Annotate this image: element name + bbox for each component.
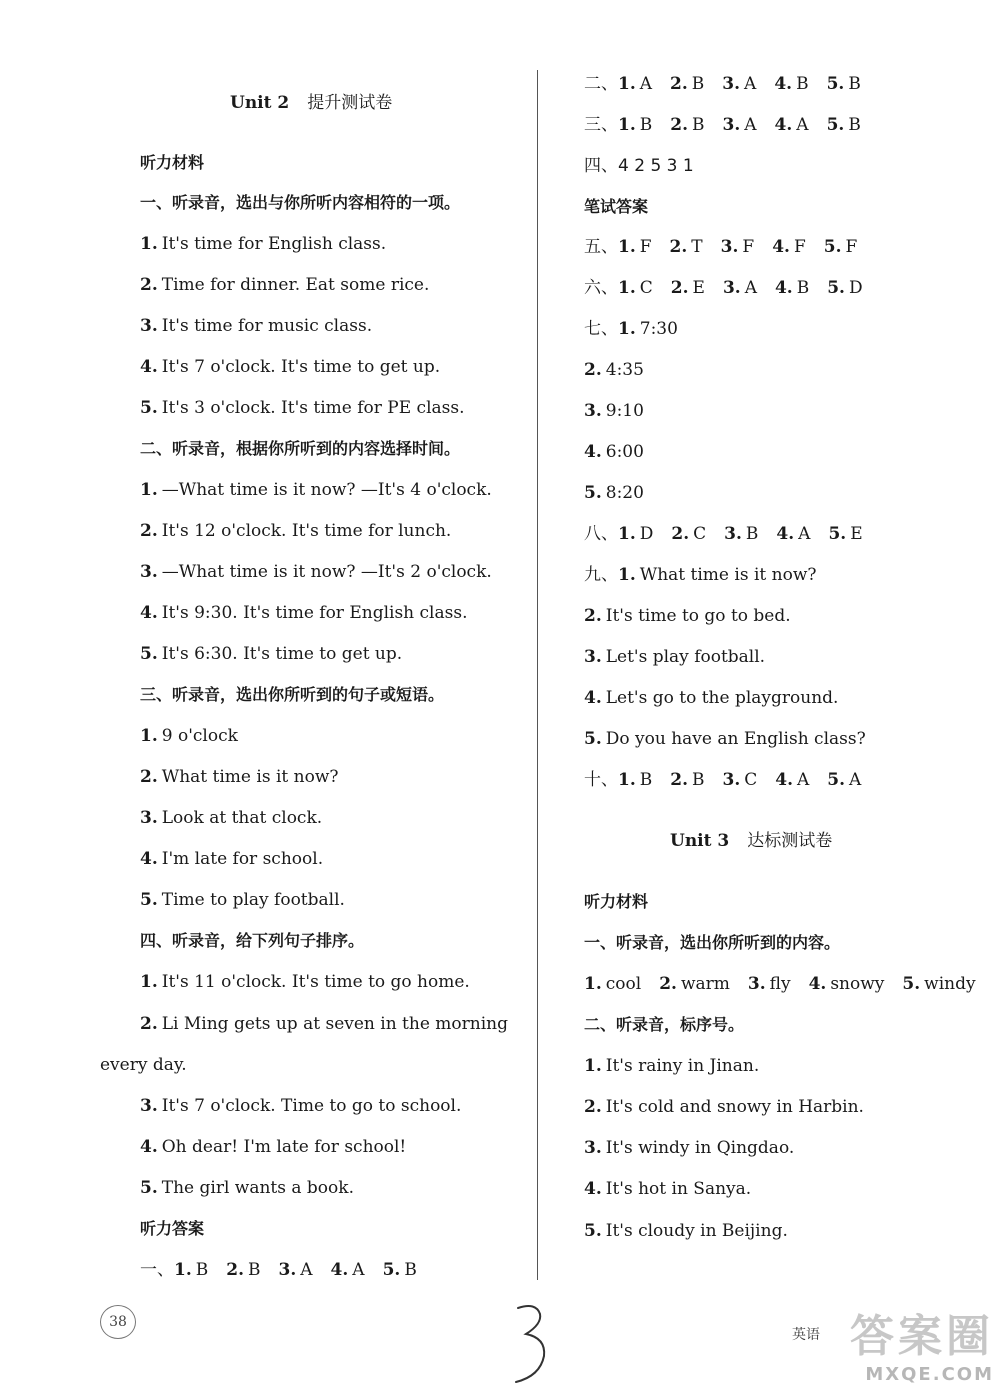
answer-row-3: 三、1. B 2. B 3. A 4. A 5. B: [584, 115, 861, 135]
unit3-listening-heading: 听力材料: [584, 892, 649, 911]
unit3-section1-heading: 一、听录音，选出你所听到的内容。: [584, 933, 841, 952]
answer-row-7-2: 2. 4:35: [584, 360, 644, 380]
list-item-continuation: every day.: [100, 1055, 187, 1075]
answer-row-8: 八、1. D 2. C 3. B 4. A 5. E: [584, 524, 863, 544]
written-answer-heading: 笔试答案: [584, 197, 649, 216]
answer-row-5: 五、1. F 2. T 3. F 4. F 5. F: [584, 237, 858, 257]
list-item: 1. It's time for English class.: [140, 234, 387, 254]
list-item: 4. I'm late for school.: [140, 849, 324, 869]
section4-heading: 四、听录音，给下列句子排序。: [140, 931, 365, 950]
list-item: 5. It's cloudy in Beijing.: [584, 1221, 788, 1241]
list-item: 3. It's 7 o'clock. Time to go to school.: [140, 1096, 462, 1116]
list-item: 5. It's 6:30. It's time to get up.: [140, 644, 403, 664]
answer-row-9-2: 2. It's time to go to bed.: [584, 606, 791, 626]
unit2-title: Unit 2 提升测试卷: [230, 93, 393, 113]
handwritten-mark: [510, 1300, 554, 1390]
list-item: 1. —What time is it now? —It's 4 o'clock.: [140, 480, 492, 500]
list-item: 2. It's cold and snowy in Harbin.: [584, 1097, 864, 1117]
watermark-url: MXQE.COM: [865, 1364, 994, 1385]
list-item: 2. Time for dinner. Eat some rice.: [140, 275, 430, 295]
answer-row-1: 一、1. B 2. B 3. A 4. A 5. B: [140, 1260, 417, 1280]
section1-heading: 一、听录音，选出与你所听内容相符的一项。: [140, 193, 461, 212]
watermark: [792, 1300, 994, 1385]
list-item: 2. It's 12 o'clock. It's time for lunch.: [140, 521, 452, 541]
list-item: 5. The girl wants a book.: [140, 1178, 354, 1198]
answer-row-2: 二、1. A 2. B 3. A 4. B 5. B: [584, 74, 861, 94]
list-item: 2. What time is it now?: [140, 767, 339, 787]
list-item: 4. Oh dear! I'm late for school!: [140, 1137, 407, 1157]
section3-heading: 三、听录音，选出你所听到的句子或短语。: [140, 685, 445, 704]
list-item: 2. Li Ming gets up at seven in the morning: [140, 1014, 509, 1034]
list-item: 3. It's windy in Qingdao.: [584, 1138, 795, 1158]
answer-row-7-4: 4. 6:00: [584, 442, 644, 462]
answer-row-7-5: 5. 8:20: [584, 483, 644, 503]
list-item: 3. —What time is it now? —It's 2 o'clock.: [140, 562, 492, 582]
unit3-title: Unit 3 达标测试卷: [670, 831, 833, 851]
watermark-logo: 答案圈: [850, 1311, 994, 1362]
list-item: 1. It's 11 o'clock. It's time to go home.: [140, 972, 470, 992]
list-item: 1. 9 o'clock: [140, 726, 238, 746]
page-number: 38: [100, 1305, 136, 1339]
list-item: 4. It's hot in Sanya.: [584, 1179, 752, 1199]
handwritten-three-icon: [510, 1300, 554, 1386]
unit3-section1-items: 1. cool 2. warm 3. fly 4. snowy 5. windy: [584, 974, 976, 994]
listening-material-heading: 听力材料: [140, 153, 205, 172]
list-item: 1. It's rainy in Jinan.: [584, 1056, 760, 1076]
answer-row-6: 六、1. C 2. E 3. A 4. B 5. D: [584, 278, 863, 298]
section2-heading: 二、听录音，根据你所听到的内容选择时间。: [140, 439, 461, 458]
list-item: 5. Time to play football.: [140, 890, 345, 910]
list-item: 4. It's 9:30. It's time for English class.: [140, 603, 468, 623]
watermark-tag: 英语: [792, 1327, 820, 1343]
list-item: 3. Look at that clock.: [140, 808, 323, 828]
answer-row-7-1: 七、1. 7:30: [584, 319, 678, 339]
answer-row-9-1: 九、1. What time is it now?: [584, 565, 817, 585]
answer-row-9-4: 4. Let's go to the playground.: [584, 688, 839, 708]
list-item: 4. It's 7 o'clock. It's time to get up.: [140, 357, 441, 377]
column-divider: [537, 70, 538, 1280]
answer-row-4: 四、4 2 5 3 1: [584, 156, 694, 176]
listening-answer-heading: 听力答案: [140, 1219, 205, 1238]
answer-row-9-3: 3. Let's play football.: [584, 647, 766, 667]
answer-row-9-5: 5. Do you have an English class?: [584, 729, 866, 749]
list-item: 3. It's time for music class.: [140, 316, 373, 336]
answer-row-7-3: 3. 9:10: [584, 401, 644, 421]
answer-row-10: 十、1. B 2. B 3. C 4. A 5. A: [584, 770, 862, 790]
list-item: 5. It's 3 o'clock. It's time for PE class.: [140, 398, 465, 418]
unit3-section2-heading: 二、听录音，标序号。: [584, 1015, 745, 1034]
